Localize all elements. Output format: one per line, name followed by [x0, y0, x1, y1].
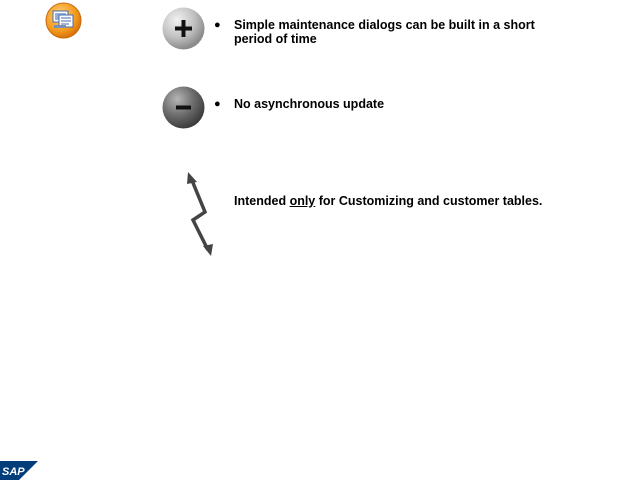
usage-note	[234, 194, 594, 208]
usage-note-emphasis: only	[289, 194, 316, 208]
sap-logo	[0, 461, 38, 480]
topic-computer-icon	[45, 2, 82, 39]
sap-logo-text: SAP	[2, 466, 25, 478]
disadvantage-text: No asynchronous update	[234, 97, 385, 111]
usage-note-suffix: for Customizing and customer tables.	[315, 194, 543, 208]
minus-icon	[162, 86, 205, 129]
bullet-2: ●	[214, 98, 221, 110]
plus-icon	[162, 7, 205, 50]
usage-note-prefix: Intended	[234, 194, 290, 208]
lightning-bolt-icon	[184, 172, 216, 256]
bullet-1: ●	[214, 19, 221, 31]
advantage-text: Simple maintenance dialogs can be built in a short period of time	[234, 18, 535, 46]
